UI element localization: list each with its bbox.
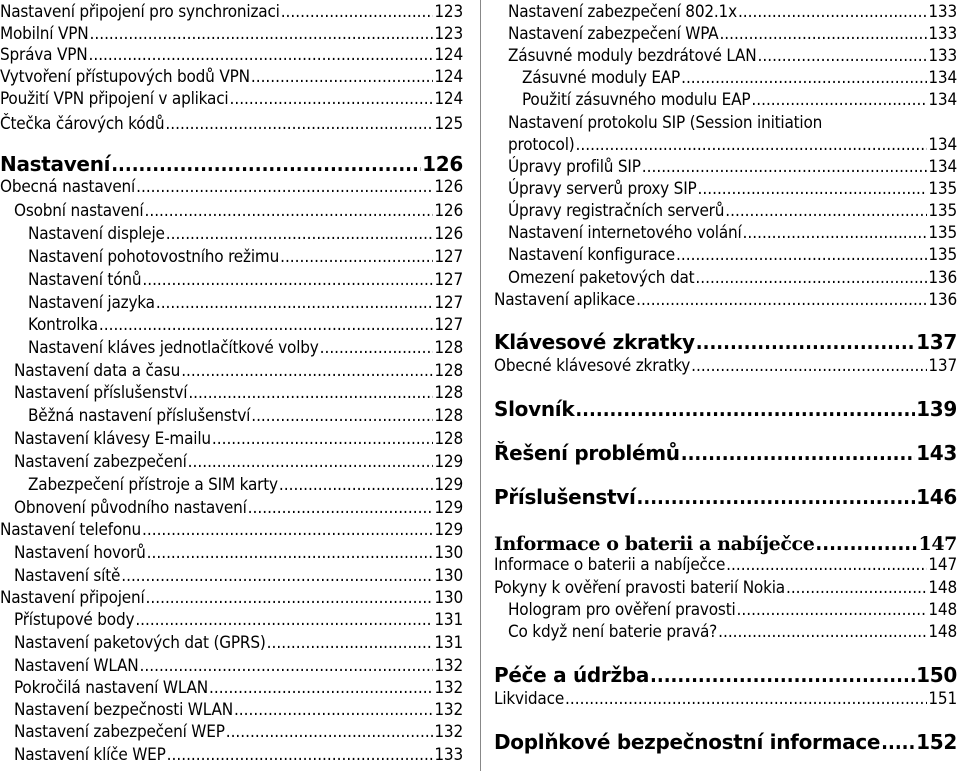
toc-entry-title: Nastavení	[0, 152, 111, 176]
toc-entry-title: Nastavení telefonu	[0, 520, 141, 540]
toc-entry-title: Nastavení data a času	[14, 361, 181, 381]
toc-page-number: 150	[916, 663, 957, 687]
toc-dot-leader	[726, 555, 927, 575]
toc-entry[interactable]	[0, 2, 463, 22]
toc-entry[interactable]	[494, 135, 957, 155]
toc-page-number: 127	[434, 247, 463, 267]
toc-page-number: 134	[928, 90, 957, 110]
toc-page-number: 129	[434, 452, 463, 472]
toc-entry-title: Nastavení hovorů	[14, 543, 146, 563]
toc-page-number: 130	[434, 588, 463, 608]
toc-entry-title: Obecná nastavení	[0, 177, 136, 197]
toc-entry[interactable]	[0, 315, 463, 335]
toc-page-number: 127	[434, 293, 463, 313]
toc-page-number: 135	[928, 201, 957, 221]
toc-dot-leader	[738, 2, 927, 22]
toc-section-heading[interactable]	[494, 730, 957, 754]
toc-page-number: 137	[916, 330, 957, 354]
toc-dot-leader	[212, 429, 434, 449]
toc-entry-title: Nastavení aplikace	[494, 290, 636, 310]
toc-entry[interactable]	[494, 290, 957, 310]
toc-entry[interactable]	[494, 555, 957, 575]
toc-page-number: 135	[928, 223, 957, 243]
toc-dot-leader	[90, 24, 434, 44]
toc-dot-leader	[209, 678, 433, 698]
toc-entry-title: Nastavení klávesy E-mailu	[14, 429, 211, 449]
toc-entry-title: Nastavení sítě	[14, 566, 121, 586]
toc-dot-leader	[698, 179, 928, 199]
toc-page-number: 148	[928, 600, 957, 620]
toc-entry-title: Omezení paketových dat	[508, 268, 695, 288]
toc-page-number: 123	[434, 2, 463, 22]
toc-page-number: 136	[928, 268, 957, 288]
column-divider	[480, 0, 481, 771]
toc-entry-title: Řešení problémů	[494, 441, 680, 465]
toc-entry-title: Kontrolka	[28, 315, 98, 335]
toc-entry[interactable]	[0, 383, 463, 403]
toc-dot-leader	[719, 24, 927, 44]
toc-entry-title: Příslušenství	[494, 485, 636, 509]
toc-entry-title: Co když není baterie pravá?	[508, 622, 718, 642]
toc-entry-title: Zabezpečení přístroje a SIM karty	[28, 475, 278, 495]
toc-dot-leader	[725, 201, 927, 221]
toc-dot-leader	[99, 315, 434, 335]
toc-entry-title: Nastavení internetového volání	[508, 223, 742, 243]
toc-dot-leader	[691, 356, 927, 376]
toc-entry-title: Nastavení pohotovostního režimu	[28, 247, 280, 267]
toc-entry[interactable]	[0, 656, 463, 676]
toc-entry-title: Přístupové body	[14, 610, 135, 630]
toc-entry[interactable]	[0, 24, 463, 44]
toc-dot-leader	[181, 361, 433, 381]
toc-entry-title: Úpravy registračních serverů	[508, 201, 725, 221]
toc-dot-leader	[637, 485, 916, 509]
toc-dot-leader	[226, 722, 434, 742]
toc-section-heading[interactable]	[494, 485, 957, 509]
toc-dot-leader	[142, 520, 433, 540]
toc-page-number: 137	[928, 356, 957, 376]
toc-dot-leader	[111, 152, 421, 176]
toc-entry[interactable]	[0, 361, 463, 381]
toc-page-number: 131	[434, 610, 463, 630]
toc-dot-leader	[234, 700, 433, 720]
toc-dot-leader	[121, 566, 433, 586]
toc-entry[interactable]	[0, 270, 463, 290]
toc-entry-title: Nastavení zabezpečení WPA	[508, 24, 719, 44]
toc-section-heading[interactable]	[494, 441, 957, 465]
toc-dot-leader	[758, 46, 928, 66]
toc-page-number: 131	[434, 633, 463, 653]
toc-section-heading[interactable]	[494, 663, 957, 687]
toc-page-number: 143	[916, 441, 957, 465]
toc-entry[interactable]	[494, 46, 957, 66]
toc-page-number: 135	[928, 179, 957, 199]
toc-page-number: 124	[434, 89, 463, 109]
toc-dot-leader	[576, 135, 928, 155]
toc-entry-title: Nastavení zabezpečení	[14, 452, 187, 472]
toc-dot-leader	[188, 383, 433, 403]
toc-page-number: 139	[916, 397, 957, 421]
toc-entry-title: Likvidace	[494, 689, 565, 709]
toc-entry[interactable]	[0, 114, 463, 134]
toc-entry[interactable]	[494, 578, 957, 598]
toc-entry[interactable]	[0, 247, 463, 267]
toc-dot-leader	[681, 68, 927, 88]
toc-page-number: 148	[928, 622, 957, 642]
toc-entry[interactable]	[0, 566, 463, 586]
toc-page-number: 133	[928, 2, 957, 22]
toc-dot-leader	[681, 441, 915, 465]
toc-entry[interactable]	[0, 678, 463, 698]
toc-dot-leader	[280, 247, 433, 267]
toc-entry-title: Pokyny k ověření pravosti baterií Nokia	[494, 578, 785, 598]
toc-page-number: 128	[434, 361, 463, 381]
toc-dot-leader	[188, 452, 434, 472]
toc-page-number: 132	[434, 700, 463, 720]
toc-entry-title: Nastavení příslušenství	[14, 383, 188, 403]
toc-entry-title: Osobní nastavení	[14, 201, 144, 221]
toc-page-number: 132	[434, 656, 463, 676]
toc-entry[interactable]	[494, 68, 957, 88]
toc-section-heading[interactable]	[494, 531, 957, 555]
toc-entry-title: Mobilní VPN	[0, 24, 89, 44]
toc-page-number: 132	[434, 678, 463, 698]
toc-dot-leader	[251, 406, 433, 426]
toc-dot-leader	[88, 45, 433, 65]
toc-dot-leader	[251, 67, 434, 87]
toc-entry[interactable]	[494, 179, 957, 199]
toc-page-number: 128	[434, 383, 463, 403]
toc-dot-leader	[642, 157, 928, 177]
toc-entry-title: Nastavení připojení	[0, 588, 145, 608]
toc-page-number: 123	[434, 24, 463, 44]
toc-section-heading[interactable]	[494, 397, 957, 421]
toc-page-number: 134	[928, 68, 957, 88]
toc-entry-title: Běžná nastavení příslušenství	[28, 406, 251, 426]
toc-entry[interactable]	[0, 543, 463, 563]
toc-section-heading[interactable]	[494, 330, 957, 354]
toc-entry-title: Nastavení WLAN	[14, 656, 139, 676]
toc-dot-leader	[279, 475, 434, 495]
toc-section-heading[interactable]	[0, 152, 463, 176]
toc-entry[interactable]	[0, 67, 463, 87]
toc-entry-title: Použití VPN připojení v aplikaci	[0, 89, 229, 109]
toc-page-number: 147	[928, 555, 957, 575]
toc-entry-title: Doplňkové bezpečnostní informace	[494, 730, 881, 754]
toc-dot-leader	[815, 531, 917, 555]
toc-dot-leader	[142, 270, 433, 290]
toc-entry-title: Zásuvné moduly bezdrátové LAN	[508, 46, 757, 66]
toc-entry-title: protocol)	[508, 135, 575, 155]
toc-dot-leader	[248, 498, 434, 518]
toc-dot-leader	[229, 89, 433, 109]
toc-dot-leader	[167, 745, 434, 765]
toc-entry-title: Nastavení připojení pro synchronizaci	[0, 2, 280, 22]
toc-dot-leader	[650, 663, 915, 687]
toc-entry[interactable]	[0, 45, 463, 65]
toc-entry-title: Úpravy serverů proxy SIP	[508, 179, 697, 199]
toc-page-number: 128	[434, 406, 463, 426]
toc-entry[interactable]	[494, 90, 957, 110]
toc-page-number: 151	[928, 689, 957, 709]
toc-entry-title: Nastavení klíče WEP	[14, 745, 166, 765]
toc-entry[interactable]	[494, 201, 957, 221]
toc-dot-leader	[565, 689, 927, 709]
toc-entry-title: Čtečka čárových kódů	[0, 114, 165, 134]
toc-entry[interactable]	[0, 452, 463, 472]
toc-dot-leader	[281, 2, 434, 22]
toc-entry-title: Vytvoření přístupových bodů VPN	[0, 67, 250, 87]
toc-entry-title: Správa VPN	[0, 45, 88, 65]
toc-page-number: 132	[434, 722, 463, 742]
toc-page-number: 147	[918, 533, 957, 555]
toc-entry[interactable]	[0, 588, 463, 608]
toc-dot-leader	[676, 245, 927, 265]
toc-dot-leader	[135, 610, 433, 630]
toc-page-number: 134	[928, 135, 957, 155]
toc-page-number: 129	[434, 475, 463, 495]
toc-entry-title: Hologram pro ověření pravosti	[508, 600, 736, 620]
toc-entry[interactable]	[494, 622, 957, 642]
toc-dot-leader	[267, 633, 434, 653]
toc-entry-title: Použití zásuvného modulu EAP	[522, 90, 751, 110]
toc-entry-title: Informace o baterii a nabíječce	[494, 533, 815, 555]
toc-dot-leader	[751, 90, 927, 110]
toc-entry[interactable]	[494, 356, 957, 376]
toc-page-number: 133	[928, 24, 957, 44]
toc-entry[interactable]	[0, 406, 463, 426]
toc-entry-title: Nastavení protokolu SIP (Session initiation	[508, 113, 823, 133]
toc-entry-title: Úpravy profilů SIP	[508, 157, 641, 177]
toc-entry[interactable]	[0, 177, 463, 197]
toc-entry[interactable]	[494, 223, 957, 243]
toc-entry-title: Obecné klávesové zkratky	[494, 356, 691, 376]
toc-entry[interactable]	[494, 245, 957, 265]
toc-page-number: 148	[928, 578, 957, 598]
toc-page-number: 126	[434, 201, 463, 221]
toc-entry[interactable]	[0, 293, 463, 313]
toc-page-number: 129	[434, 498, 463, 518]
toc-page-number: 133	[434, 745, 463, 765]
toc-page-number: 126	[422, 152, 463, 176]
toc-page-number: 146	[916, 485, 957, 509]
toc-page-number: 130	[434, 543, 463, 563]
toc-dot-leader	[786, 578, 927, 598]
toc-page-number: 136	[928, 290, 957, 310]
toc-entry[interactable]	[494, 24, 957, 44]
toc-entry[interactable]	[494, 2, 957, 22]
toc-entry[interactable]	[0, 610, 463, 630]
toc-entry-title: Nastavení paketových dat (GPRS)	[14, 633, 266, 653]
toc-entry-title: Nastavení kláves jednotlačítkové volby	[28, 338, 319, 358]
toc-entry[interactable]	[0, 722, 463, 742]
toc-entry-title: Klávesové zkratky	[494, 330, 695, 354]
toc-entry[interactable]	[0, 745, 463, 765]
toc-entry[interactable]	[0, 498, 463, 518]
toc-dot-leader	[575, 397, 915, 421]
toc-page-number: 129	[434, 520, 463, 540]
toc-entry-title: Informace o baterii a nabíječce	[494, 555, 726, 575]
toc-entry[interactable]	[494, 113, 957, 133]
toc-entry-title: Péče a údržba	[494, 663, 650, 687]
toc-dot-leader	[144, 201, 433, 221]
toc-entry[interactable]	[494, 157, 957, 177]
toc-entry-title: Pokročilá nastavení WLAN	[14, 678, 209, 698]
toc-dot-leader	[636, 290, 927, 310]
toc-page-number: 124	[434, 45, 463, 65]
toc-dot-leader	[136, 177, 433, 197]
toc-page-number: 127	[434, 315, 463, 335]
toc-dot-leader	[320, 338, 434, 358]
toc-entry[interactable]	[494, 689, 957, 709]
toc-page-number: 130	[434, 566, 463, 586]
toc-dot-leader	[146, 588, 434, 608]
toc-entry-title: Zásuvné moduly EAP	[522, 68, 681, 88]
toc-entry[interactable]	[0, 338, 463, 358]
toc-entry-title: Slovník	[494, 397, 575, 421]
toc-entry-title: Obnovení původního nastavení	[14, 498, 247, 518]
toc-dot-leader	[147, 543, 434, 563]
toc-page-number: 127	[434, 270, 463, 290]
toc-entry[interactable]	[0, 520, 463, 540]
toc-page-number: 134	[928, 157, 957, 177]
toc-page-number: 128	[434, 338, 463, 358]
toc-page-number: 126	[434, 177, 463, 197]
toc-dot-leader	[737, 600, 928, 620]
toc-dot-leader	[881, 730, 915, 754]
toc-page-number: 128	[434, 429, 463, 449]
toc-entry-title: Nastavení zabezpečení 802.1x	[508, 2, 737, 22]
toc-dot-leader	[743, 223, 928, 243]
toc-dot-leader	[165, 114, 433, 134]
toc-page-number: 126	[434, 224, 463, 244]
toc-dot-leader	[695, 268, 927, 288]
toc-entry[interactable]	[0, 633, 463, 653]
toc-entry-title: Nastavení jazyka	[28, 293, 155, 313]
toc-dot-leader	[696, 330, 915, 354]
toc-entry[interactable]	[0, 475, 463, 495]
toc-page-number: 124	[434, 67, 463, 87]
toc-entry[interactable]	[0, 89, 463, 109]
toc-entry[interactable]	[0, 201, 463, 221]
toc-dot-leader	[166, 224, 434, 244]
toc-page-number: 133	[928, 46, 957, 66]
toc-entry-title: Nastavení bezpečnosti WLAN	[14, 700, 233, 720]
toc-dot-leader	[140, 656, 434, 676]
toc-entry-title: Nastavení tónů	[28, 270, 142, 290]
toc-dot-leader	[718, 622, 927, 642]
toc-entry[interactable]	[0, 429, 463, 449]
toc-page-number: 135	[928, 245, 957, 265]
toc-entry[interactable]	[0, 700, 463, 720]
toc-dot-leader	[156, 293, 434, 313]
toc-entry[interactable]	[494, 268, 957, 288]
toc-entry-title: Nastavení displeje	[28, 224, 165, 244]
toc-page-number: 125	[434, 114, 463, 134]
toc-page-number: 152	[916, 730, 957, 754]
toc-entry-title: Nastavení konfigurace	[508, 245, 676, 265]
toc-entry-title: Nastavení zabezpečení WEP	[14, 722, 225, 742]
toc-entry[interactable]	[494, 600, 957, 620]
toc-entry[interactable]	[0, 224, 463, 244]
